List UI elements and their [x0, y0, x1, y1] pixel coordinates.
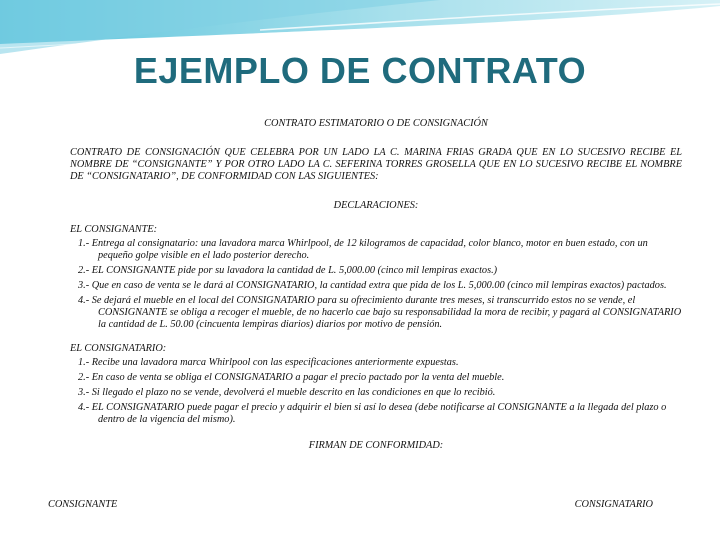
consignante-heading: EL CONSIGNANTE: [70, 224, 158, 235]
contract-heading: CONTRATO ESTIMATORIO O DE CONSIGNACIÓN [264, 118, 488, 129]
consignatario-list [70, 357, 682, 426]
slide-title: EJEMPLO DE CONTRATO [133, 50, 587, 91]
list-item: 4.- Se dejará el mueble en el local del CONSIGNATARIO para su ofrecimiento durante tres meses, si transcurrido estos no se vende, el CONSIGNANTE se obliga a recoger el mueble, de no hacerlo cae bajo su responsabilidad la mora de recibir, y pagará al CONSIGNATARIO la cantidad de L. 50.00 (cincuenta lempiras diarios) diarios por motivo de pensión. [78, 295, 682, 330]
signature-consignatario: CONSIGNATARIO [574, 499, 653, 510]
list-item: 3.- Que en caso de venta se le dará al CONSIGNATARIO, la cantidad extra que pida de los L. 5,000.00 (cinco mil lempiras exactos) pactados. [78, 280, 667, 291]
list-item: 4.- EL CONSIGNATARIO puede pagar el precio y adquirir el bien si así lo desea (debe notificarse al CONSIGNANTE a la llegada del plazo o dentro de la vigencia del mismo). [78, 402, 667, 425]
consignatario-heading: EL CONSIGNATARIO: [70, 343, 167, 354]
signature-consignante: CONSIGNANTE [48, 499, 118, 510]
contract-intro: CONTRATO DE CONSIGNACIÓN QUE CELEBRA POR UN LADO LA C. MARINA FRIAS GRADA QUE EN LO SUCESIVO RECIBE EL NOMBRE DE “CONSIGNANTE” Y POR OTRO LADO LA C. SEFERINA TORRES GROSELLA QUE EN LO SUCESIVO RECIBE EL NOMBRE DE “CONSIGNATARIO”, DE CONFORMIDAD CON LAS SIGUIENTES: [70, 147, 682, 182]
closing-line: FIRMAN DE CONFORMIDAD: [308, 440, 444, 451]
list-item: 2.- EL CONSIGNANTE pide por su lavadora la cantidad de L. 5,000.00 (cinco mil lempiras exactos.) [78, 265, 498, 276]
list-item: 1.- Recibe una lavadora marca Whirlpool con las especificaciones anteriormente expuestas. [78, 357, 459, 368]
list-item: 2.- En caso de venta se obliga el CONSIGNATARIO a pagar el precio pactado por la venta del mueble. [78, 372, 505, 383]
list-item: 1.- Entrega al consignatario: una lavadora marca Whirlpool, de 12 kilogramos de capacidad, color blanco, motor en buen estado, con un pequeño golpe visible en el lado posterior derecho. [78, 238, 648, 261]
contract-body [70, 118, 682, 452]
declarations-heading: DECLARACIONES: [333, 200, 419, 211]
consignante-list [70, 238, 682, 331]
list-item: 3.- Si llegado el plazo no se vende, devolverá el mueble descrito en las condiciones en que lo recibió. [78, 387, 496, 398]
